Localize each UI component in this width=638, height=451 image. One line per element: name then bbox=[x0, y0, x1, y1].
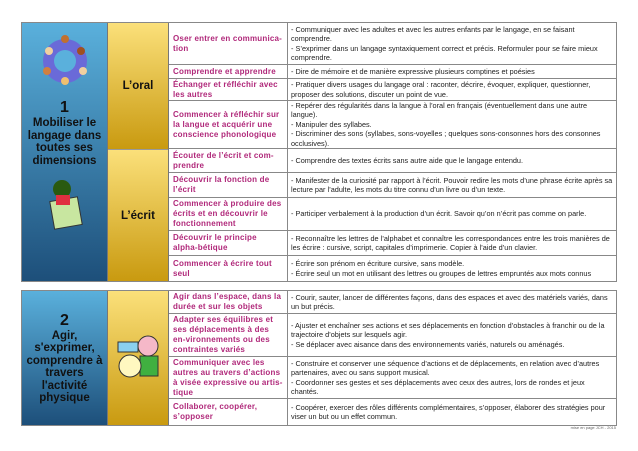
table-row bbox=[169, 357, 616, 399]
domain-ecrit: L’écrit bbox=[108, 149, 168, 281]
section-title: Mobiliser le langage dans toutes ses dimensions bbox=[27, 117, 102, 167]
children-circle-illustration bbox=[35, 33, 95, 95]
row-text: - Dire de mémoire et de manière expressive plusieurs comptines et poésies bbox=[291, 66, 535, 76]
children-playing-illustration bbox=[112, 328, 164, 388]
domain-illustration bbox=[108, 291, 168, 425]
row-text: - Discriminer des sons (syllabes, sons-voyelles ; quelques sons-consonnes hors des consonnes occlusives). bbox=[291, 129, 601, 148]
row-label: Échanger et réfléchir avec les autres bbox=[169, 79, 288, 100]
row-text: - Construire et conserver une séquence d’actions et de déplacements, en relation avec d’autres partenaires, avec ou sans support musical. bbox=[291, 358, 600, 378]
row-label: Collaborer, coopérer, s’opposer bbox=[169, 399, 288, 425]
row-text: - Écrire son prénom en écriture cursive, sans modèle. bbox=[291, 259, 465, 269]
row-label: Commencer à réfléchir sur la langue et acquérir une conscience phonologique bbox=[169, 101, 288, 148]
row-label: Communiquer avec les autres au travers d’actions à visée expressive ou artis-tique bbox=[169, 357, 288, 398]
row-text: - Comprendre des textes écrits sans autre aide que le langage entendu. bbox=[291, 155, 524, 165]
section-2-header bbox=[22, 291, 108, 425]
row-label: Comprendre et apprendre bbox=[169, 65, 288, 78]
section-1 bbox=[21, 22, 617, 282]
section-2 bbox=[21, 290, 617, 426]
domain-oral: L’oral bbox=[108, 23, 168, 149]
row-label: Écouter de l’écrit et com-prendre bbox=[169, 149, 288, 172]
row-text: - Reconnaître les lettres de l’alphabet et connaître les correspondances entre les trois manières de les écrire : cursive, script, capitales d’imprimerie. Copier à l’aide d’un clavier. bbox=[291, 233, 610, 252]
row-text: - Manifester de la curiosité par rapport à l’écrit. Pouvoir redire les mots d’une phrase écrite après sa lecture par l’adulte, les mots du titre connu d’un livre ou d’un texte. bbox=[291, 175, 613, 194]
table-row bbox=[169, 149, 616, 173]
row-text: - Coordonner ses gestes et ses déplacements avec ceux des autres, lors de rondes et jeux chantés. bbox=[291, 377, 585, 396]
row-label: Adapter ses équilibres et ses déplacements à des en-vironnements ou des contraintes variés bbox=[169, 314, 288, 356]
row-label: Commencer à produire des écrits et en découvrir le fonctionnement bbox=[169, 198, 288, 230]
row-text: - Courir, sauter, lancer de différentes façons, dans des espaces et avec des matériels variés, dans un but précis. bbox=[291, 292, 608, 311]
table-row bbox=[169, 314, 616, 357]
table-row bbox=[169, 101, 616, 149]
row-label: Commencer à écrire tout seul bbox=[169, 256, 288, 281]
table-row bbox=[169, 291, 616, 314]
row-label: Oser entrer en communica-tion bbox=[169, 23, 288, 64]
row-label: Agir dans l’espace, dans la durée et sur les objets bbox=[169, 291, 288, 313]
row-text: - Coopérer, exercer des rôles différents complémentaires, s’opposer, élaborer des stratégies pour viser un but ou un effet commun. bbox=[291, 402, 606, 421]
table-row bbox=[169, 79, 616, 101]
section-number: 1 bbox=[60, 99, 69, 116]
row-text: - S’exprimer dans un langage syntaxiquement correct et précis. Reformuler pour se faire mieux comprendre. bbox=[291, 43, 598, 62]
child-writing-illustration bbox=[40, 177, 90, 237]
row-text: - Manipuler des syllabes. bbox=[291, 119, 372, 129]
row-text: - Participer verbalement à la production d’un écrit. Savoir qu’on n’écrit pas comme on parle. bbox=[291, 209, 587, 219]
row-text: - Pratiquer divers usages du langage oral : raconter, décrire, évoquer, expliquer, questionner, proposer des solutions, discuter un point de vue. bbox=[291, 80, 591, 99]
section-title: Agir, s'exprimer, comprendre à travers l'activité physique bbox=[26, 329, 103, 404]
table-row bbox=[169, 23, 616, 65]
table-row bbox=[169, 256, 616, 281]
row-text: - Communiquer avec les adultes et avec les autres enfants par le langage, en se faisant comprendre. bbox=[291, 24, 575, 44]
row-label: Découvrir le principe alpha-bétique bbox=[169, 231, 288, 255]
row-text: - Écrire seul un mot en utilisant des lettres ou groupes de lettres empruntés aux mots connus bbox=[291, 268, 592, 278]
row-text: - Ajuster et enchaîner ses actions et ses déplacements en fonction d’obstacles à franchir ou de la trajectoire d’objets sur lesquels agir. bbox=[291, 320, 605, 340]
row-text: - Repérer des régularités dans la langue à l’oral en français (éventuellement dans une autre langue). bbox=[291, 100, 588, 120]
row-text: - Se déplacer avec aisance dans des environnements variés, naturels ou aménagés. bbox=[291, 339, 565, 349]
table-row bbox=[169, 173, 616, 198]
row-label: Découvrir la fonction de l’écrit bbox=[169, 173, 288, 197]
section-number: 2 bbox=[60, 311, 69, 329]
section-1-header bbox=[22, 23, 108, 281]
footer-credit: mise en page JCH - 2015 bbox=[570, 425, 616, 430]
table-row bbox=[169, 231, 616, 256]
table-row bbox=[169, 399, 616, 425]
table-row bbox=[169, 65, 616, 79]
table-row bbox=[169, 198, 616, 231]
